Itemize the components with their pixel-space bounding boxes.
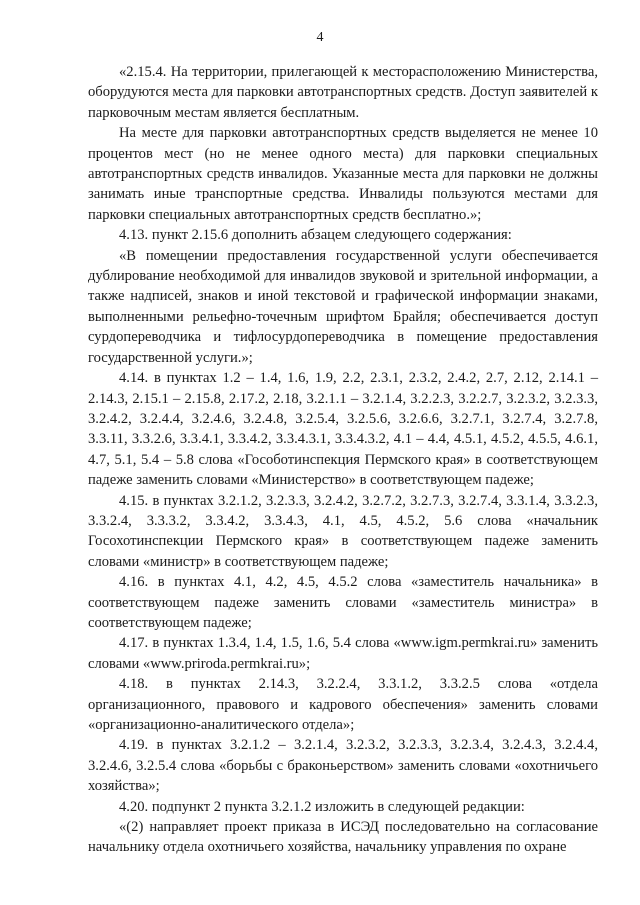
paragraph-4-18: 4.18. в пунктах 2.14.3, 3.2.2.4, 3.3.1.2, 3.3.2.5 слова «отдела организационного, правового и кадрового обеспечения» заменить словами «организационно-аналитического отдела»; [88,676,598,733]
paragraph-4-14: 4.14. в пунктах 1.2 – 1.4, 1.6, 1.9, 2.2, 2.3.1, 2.3.2, 2.4.2, 2.7, 2.12, 2.14.1 – 2.14.3, 2.15.1 – 2.15.8, 2.17.2, 2.18, 3.2.1.1 – 3.2.1.4, 3.2.2.3, 3.2.2.7, 3.2.3.2, 3.2.3.3, 3.2.4.2, 3.2.4.4, 3.2.4.6, 3.2.4.8, 3.2.5.4, 3.2.5.6, 3.2.6.6, 3.2.7.1, 3.2.7.4, 3.2.7.8, 3.3.11, 3.3.2.6, 3.3.4.1, 3.3.4.2, 3.3.4.3.1, 3.3.4.3.2, 4.1 – 4.4, 4.5.1, 4.5.2, 4.5.5, 4.6.1, 4.7, 5.1, 5.4 – 5.8 слова «Гособотинспекция Пермского края» в соответствующем падеже заменить словами «Министерство» в соответствующем падеже; [88,370,598,489]
paragraph-4-19: 4.19. в пунктах 3.2.1.2 – 3.2.1.4, 3.2.3.2, 3.2.3.3, 3.2.3.4, 3.2.4.3, 3.2.4.4, 3.2.4.6, 3.2.5.4 слова «борьбы с браконьерством» заменить словами «охотничьего хозяйства»; [88,737,598,795]
paragraph-4-17: 4.17. в пунктах 1.3.4, 1.4, 1.5, 1.6, 5.4 слова «www.igm.permkrai.ru» заменить словами «www.priroda.permkrai.ru»; [88,635,598,672]
document-body [88,62,598,858]
paragraph-2-15-4: «2.15.4. На территории, прилегающей к месторасположению Министерства, оборудуются места для парковки автотранспортных средств. Доступ заявителей к парковочным местам является бесплатным. [88,64,598,121]
paragraph-4-16: 4.16. в пунктах 4.1, 4.2, 4.5, 4.5.2 слова «заместитель начальника» в соответствующем падеже заменить словами «заместитель министра» в соответствующем падеже; [88,574,598,631]
paragraph-4-15: 4.15. в пунктах 3.2.1.2, 3.2.3.3, 3.2.4.2, 3.2.7.2, 3.2.7.3, 3.2.7.4, 3.3.1.4, 3.3.2.3, 3.3.2.4, 3.3.3.2, 3.3.4.2, 3.3.4.3, 4.1, 4.5, 4.5.2, 5.6 слова «начальник Госохотинспекции Пермского края» в соответствующем падеже заменить словами «министр» в соответствующем падеже; [88,492,598,570]
page-number: 4 [316,30,324,45]
paragraph-4-20: 4.20. подпункт 2 пункта 3.2.1.2 изложить в следующей редакции: [119,798,525,815]
paragraph-4-13: 4.13. пункт 2.15.6 дополнить абзацем следующего содержания: [119,227,512,244]
paragraph-braille-info: «В помещении предоставления государственной услуги обеспечивается дублирование необходимой для инвалидов звуковой и зрительной информации, а также надписей, знаков и иной текстовой и графической информации знаками, выполненными рельефно-точечным шрифтом Брайля; обеспечивается доступ сурдопереводчика и тифлосурдопереводчика в помещение предоставления государственной услуги.»; [88,247,598,366]
paragraph-sub-2: «(2) направляет проект приказа в ИСЭД последовательно на согласование начальнику отдела охотничьего хозяйства, начальнику управления по охране [88,819,598,856]
paragraph-parking-quota: На месте для парковки автотранспортных средств выделяется не менее 10 процентов мест (но не менее одного места) для парковки специальных автотранспортных средств инвалидов. Указанные места для парковки не должны занимать иные транспортные средства. Инвалиды пользуются местами для парковки специальных автотранспортных средств бесплатно.»; [88,125,598,223]
